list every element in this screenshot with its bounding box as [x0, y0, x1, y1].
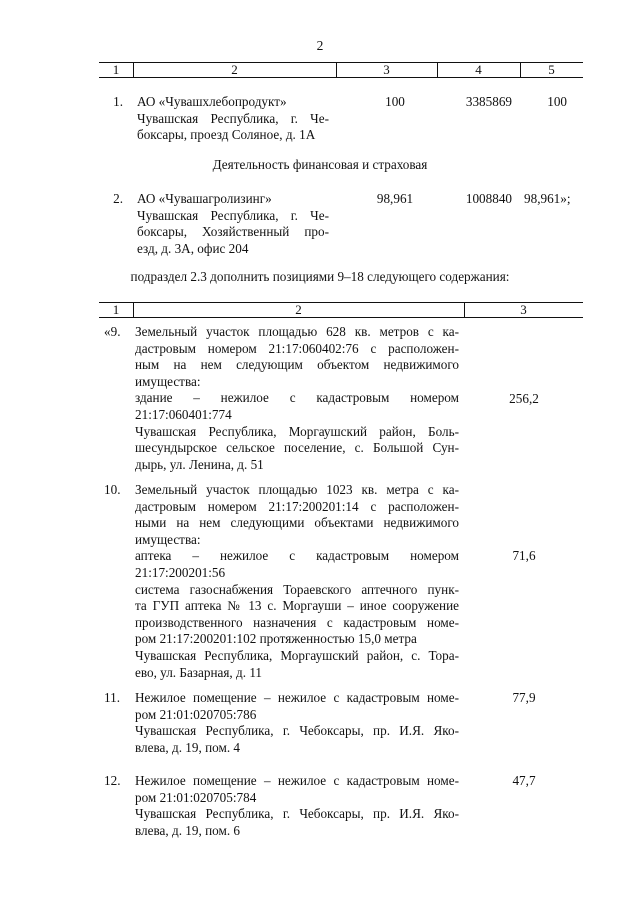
table2-header-col1: 1	[112, 302, 120, 317]
text-line: Нежилое помещение – нежилое с кадастровым номе-	[135, 690, 459, 705]
text-line: дастровым номером 21:17:200201:14 с расположен-	[135, 498, 459, 514]
text-line: боксары, проезд Соляное, д. 1А	[137, 127, 316, 143]
text-line: Чувашская Республика, г. Че-	[137, 110, 329, 126]
table2-row-value: 71,6	[512, 548, 536, 563]
table2-row-number: 10.	[104, 482, 121, 497]
text-line: влева, д. 19, пом. 6	[135, 822, 241, 838]
text-line: Чувашская Республика, Моргаушский район, с. Тора-	[135, 647, 459, 663]
text-line: боксары, Хозяйственный про-	[137, 224, 329, 240]
table1-row-col4: 3385869	[465, 94, 512, 109]
table2-row-description	[135, 690, 459, 756]
table2-header-col2: 2	[295, 302, 302, 317]
text-line: ром 21:17:200201:102 протяженностью 15,0 метра	[135, 631, 417, 647]
table2-row-description	[135, 773, 459, 839]
text-line: влева, д. 19, пом. 4	[135, 739, 241, 755]
page-number: 2	[316, 38, 324, 53]
text-line: ром 21:01:020705:784	[135, 789, 257, 805]
text-line: езд, д. 3А, офис 204	[137, 240, 249, 256]
table1-row-name	[137, 191, 329, 257]
text-line: производственного назначения с кадастровым номе-	[135, 614, 459, 630]
text-line: аптека – нежилое с кадастровым номером	[135, 548, 459, 564]
text-line: имущества:	[135, 373, 201, 389]
text-line: Чувашская Республика, г. Че-	[137, 207, 329, 223]
text-line: ными на нем следующими объектами недвижимого	[135, 515, 459, 531]
table2-row-number: 11.	[104, 690, 120, 705]
table1-header-col1: 1	[112, 62, 120, 77]
text-line: ным на нем следующим объектом недвижимого	[135, 357, 459, 373]
table1-row-number: 2.	[113, 191, 123, 206]
text-line: 21:17:200201:56	[135, 564, 226, 580]
table1-row-col3: 98,961	[376, 191, 414, 206]
text-line: система газоснабжения Тораевского аптечного пунк-	[135, 581, 459, 597]
text-line: дырь, ул. Ленина, д. 51	[135, 456, 264, 472]
table1-header-col5: 5	[548, 62, 555, 77]
table1-row-col5: 100	[547, 94, 567, 109]
table2-row-value: 256,2	[509, 391, 539, 406]
table1-header-col2: 2	[231, 62, 238, 77]
table1-row-name	[137, 94, 329, 144]
text-line: ево, ул. Базарная, д. 11	[135, 664, 263, 680]
text-line: та ГУП аптека № 13 с. Моргауши – иное сооружение	[135, 598, 459, 614]
section-title: Деятельность финансовая и страховая	[212, 157, 428, 172]
table2-row-value: 77,9	[512, 690, 536, 705]
table1-header-col3: 3	[383, 62, 390, 77]
text-line: Земельный участок площадью 628 кв. метров с ка-	[135, 324, 459, 339]
intro-text: подраздел 2.3 дополнить позициями 9–18 следующего содержания:	[130, 269, 510, 284]
text-line: Чувашская Республика, г. Чебоксары, пр. И.Я. Яко-	[135, 806, 459, 822]
table2-row-number: 12.	[104, 773, 121, 788]
table2-row-number: «9.	[104, 324, 121, 339]
text-line: ром 21:01:020705:786	[135, 706, 257, 722]
text-line: здание – нежилое с кадастровым номером	[135, 390, 459, 406]
table1-row-number: 1.	[113, 94, 123, 109]
table2-row-description	[135, 482, 459, 681]
table1-row-col3: 100	[385, 94, 405, 109]
text-line: АО «Чувашагролизинг»	[137, 191, 272, 206]
text-line: АО «Чувашхлебопродукт»	[137, 94, 287, 109]
text-line: шесундырское сельское поселение, с. Большой Сун-	[135, 440, 459, 456]
text-line: Земельный участок площадью 1023 кв. метра с ка-	[135, 482, 459, 497]
text-line: Чувашская Республика, Моргаушский район, Боль-	[135, 423, 459, 439]
text-line: дастровым номером 21:17:060402:76 с расположен-	[135, 340, 459, 356]
text-line: Чувашская Республика, г. Чебоксары, пр. И.Я. Яко-	[135, 723, 459, 739]
text-line: имущества:	[135, 531, 201, 547]
table1-header-col4: 4	[475, 62, 482, 77]
text-line: 21:17:060401:774	[135, 406, 232, 422]
text-line: Нежилое помещение – нежилое с кадастровым номе-	[135, 773, 459, 788]
table2-row-value: 47,7	[512, 773, 536, 788]
table1-row-col5: 98,961»;	[524, 191, 571, 206]
table2-header-col3: 3	[520, 302, 527, 317]
table2-row-description	[135, 324, 459, 473]
table1-row-col4: 1008840	[465, 191, 512, 206]
